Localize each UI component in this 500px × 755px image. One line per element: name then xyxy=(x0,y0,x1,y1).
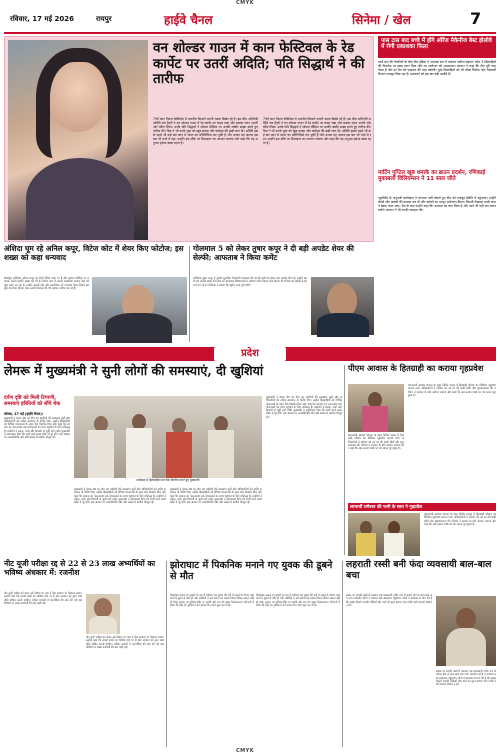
lead-body-col2: 79वें कान फिल्म फेस्टिवल में भारतीय सितारों अपनी चमक बिखेर रहे हैं। इस बीच अभिनेत्री अदिति राव हैदरी ने वन शोल्डर गाउन में रेड कार्पेट पर कदम रखा और सबका ध्यान अपनी ओर खींच लिया। उनके पति सिद्धार्थ ने सोशल मीडिया पर उनकी तस्वीर साझा करते हुए तारीफ की। फैंस ने भी उनके लुक को खूब सराहा और कमेंट्स की झड़ी लगा दी। अदिति इससे पहले भी कई बार कान में भारत का प्रतिनिधित्व कर चुकी हैं और उनका यह अंदाज इस बार भी चर्चा में रहा। उन्होंने इस मौके पर डिजाइनर का आभार जताया और कहा कि यह अनुभव हमेशा खास रहता है। xyxy=(263,117,373,145)
side-story-top xyxy=(378,36,496,168)
pm-story xyxy=(348,364,496,556)
section-banner xyxy=(4,347,496,361)
tushar-headline: गोलमाल 5 को लेकर तुषार कपूर ने दी बड़ी अपडेट शेयर की सेल्फी; आफताब ने किया कमेंट xyxy=(193,244,354,262)
rope-body-col2: सड़क पर लटकी रस्सी में फंसकर एक व्यवसायी गंभीर रूप से घायल होने से बाल-बाल बच गया। स्थानीय लोगों ने तत्काल उसे अस्पताल पहुंचाया। लोगों ने प्रशासन से मांग की है कि सड़क किनारे लटकी रस्सियों और तारों को तुरंत हटाया जाए ताकि ऐसी घटनाएं दोबारा न हों। xyxy=(436,669,497,687)
printer-mark-top: CMYK xyxy=(236,0,255,6)
cm-body-col1: मुख्यमंत्री ने लेमरू क्षेत्र का दौरा कर ग्रामीणों की समस्याएं सुनीं और अधिकारियों को त्वरित समाधान के निर्देश दिए। उन्होंने हितग्राहियों को विभिन्न योजनाओं के तहत चेक वितरित किए और कहा कि सरकार हर जरूरतमंद तक योजनाओं का लाभ पहुंचाने के लिए प्रतिबद्ध है। ग्रामीणों ने सड़क, पानी और बिजली से जुड़ी मांगें रखीं। मुख्यमंत्री ने आश्वासन दिया कि सभी कार्य समय सीमा में पूरे होंगे। इस अवसर पर जनप्रतिनिधि और बड़ी संख्या में ग्रामीण मौजूद रहे। xyxy=(4,415,71,440)
cm-body-col4: मुख्यमंत्री ने लेमरू क्षेत्र का दौरा कर ग्रामीणों की समस्याएं सुनीं और अधिकारियों को त्वरित समाधान के निर्देश दिए। उन्होंने हितग्राहियों को विभिन्न योजनाओं के तहत चेक वितरित किए और कहा कि सरकार हर जरूरतमंद तक योजनाओं का लाभ पहुंचाने के लिए प्रतिबद्ध है। ग्रामीणों ने सड़क, पानी और बिजली से जुड़ी मांगें रखीं। मुख्यमंत्री ने आश्वासन दिया कि सभी कार्य समय सीमा में पूरे होंगे। इस अवसर पर जनप्रतिनिधि और बड़ी संख्या में ग्रामीण मौजूद रहे। xyxy=(266,395,343,419)
neet-headline: नीट यूजी परीक्षा रद्द से 22 से 23 लाख अभ्यर्थियों का भविष्य अंधकार में: रजनीश xyxy=(4,559,156,577)
section-label: सिनेमा / खेल xyxy=(352,13,411,27)
neet-story xyxy=(4,560,164,748)
pm-body-col3: प्रधानमंत्री आवास योजना के तहत निर्मित मकान में हितग्राही परिवार का विधिवत गृहप्रवेश कराया गया। अधिकारियों ने परिवार को नए घर की चाबी सौंपी और शुभकामनाएं दीं। परिवार ने सरकार के प्रति आभार जताया और कहा कि अब उनका पक्के घर का सपना पूरा हुआ है। xyxy=(424,512,497,526)
anil-photo xyxy=(92,277,187,335)
page-number: 7 xyxy=(470,9,482,28)
neet-photo xyxy=(86,594,120,634)
neet-body-col1: नीट यूजी परीक्षा को लेकर उठे विवाद पर नेता ने केंद्र सरकार पर निशाना साधा। उन्होंने कहा कि लाखों छात्रों का भविष्य दांव पर है और सरकार को तुरंत स्पष्ट नीति घोषित करनी चाहिए। परीक्षा प्रणाली में पारदर्शिता की मांग की गई तथा दोषियों पर सख्त कार्रवाई की बात कही गई। xyxy=(4,591,83,605)
cm-headline: लेमरू में मुख्यमंत्री ने सुनी लोगों की समस्याएं, दी खुशियां xyxy=(4,363,264,378)
tushar-body: अभिनेता तुषार कपूर ने अपनी सुपरहिट फ्रेंचाइजी गोलमाल की अगली कड़ी को लेकर बड़ा अपडेट दिया है। उन्होंने सेट से एक सेल्फी साझा की जिस पर आफताब शिवदासानी ने मजेदार कमेंट किया। फैंस फिल्म की रिलीज का बेसब्री से इंतजार कर रहे हैं। निर्देशक ने बताया कि शूटिंग जल्द पूरी होगी। xyxy=(193,276,308,287)
rope-story xyxy=(346,560,496,748)
cm-byline: कोरबा, 17 मई (हाईवे चैनल)। xyxy=(4,411,44,416)
lead-photo xyxy=(8,40,148,240)
lead-headline: वन शोल्डर गाउन में कान फेस्टिवल के रेड कार्पेट पर उतरीं अदिति; पति सिद्धार्थ ने की तारीफ xyxy=(153,40,365,88)
picnic-headline: झोराघाट में पिकनिक मनाने गए युवक की डूबने से मौत xyxy=(170,560,333,583)
picnic-body-col1: पिकनिक मनाने गए युवकों के दल में शामिल एक युवक की नदी में नहाने के दौरान गहरे पानी में डूबने से मौत हो गई। साथियों ने उसे बचाने का प्रयास किया लेकिन सफल नहीं हो सके। सूचना पर पुलिस मौके पर पहुंची और शव को बाहर निकलवाया। परिजनों में शोक की लहर है। पुलिस ने मर्ग कायम कर जांच शुरू कर दी है। xyxy=(170,593,255,607)
neet-body-col2: नीट यूजी परीक्षा को लेकर उठे विवाद पर नेता ने केंद्र सरकार पर निशाना साधा। उन्होंने कहा कि लाखों छात्रों का भविष्य दांव पर है और सरकार को तुरंत स्पष्ट नीति घोषित करनी चाहिए। परीक्षा प्रणाली में पारदर्शिता की मांग की गई तथा दोषियों पर सख्त कार्रवाई की बात कही गई। xyxy=(86,635,165,649)
cm-subhead: दर्पण दृष्टि को मिली टिप्पणी, समस्याएं हरितियों को सौंपे चेक xyxy=(4,395,61,407)
masthead-date: रविवार, 17 मई 2026 xyxy=(10,15,74,23)
cm-photo xyxy=(74,396,262,478)
pm-body-col1: प्रधानमंत्री आवास योजना के तहत निर्मित मकान में हितग्राही परिवार का विधिवत गृहप्रवेश कराया गया। अधिकारियों ने परिवार को नए घर की चाबी सौंपी और शुभकामनाएं दीं। परिवार ने सरकार के प्रति आभार जताया और कहा कि अब उनका पक्के घर का सपना पूरा हुआ है। xyxy=(408,383,497,397)
side-story-bottom xyxy=(378,170,496,342)
anil-body: बॉलीवुड अभिनेता अनिल कपूर इन दिनों विदेश यात्रा पर हैं और सोशल मीडिया पर लगातार अपनी तस्वीरें साझा कर रहे हैं। विंटेज कोट में उनका स्टाइलिश अंदाज फैंस को खूब पसंद आ रहा है। उन्होंने अपनी टीम और स्टाइलिस्ट को धन्यवाद दिया जिसने इस लुक को तैयार किया। फैंस उनकी फिटनेस की भी जमकर तारीफ कर रहे हैं। xyxy=(4,276,90,290)
rope-body-col1: सड़क पर लटकी रस्सी में फंसकर एक व्यवसायी गंभीर रूप से घायल होने से बाल-बाल बच गया। स्थानीय लोगों ने तत्काल उसे अस्पताल पहुंचाया। लोगों ने प्रशासन से मांग की है कि सड़क किनारे लटकी रस्सियों और तारों को तुरंत हटाया जाए ताकि ऐसी घटनाएं दोबारा न हों। xyxy=(346,593,433,607)
cm-photo-caption: कार्यक्रम में हितग्राहियों को चेक वितरित करते हुए मुख्यमंत्री xyxy=(136,478,200,482)
pm-body-col2: प्रधानमंत्री आवास योजना के तहत निर्मित मकान में हितग्राही परिवार का विधिवत गृहप्रवेश कराया गया। अधिकारियों ने परिवार को नए घर की चाबी सौंपी और शुभकामनाएं दीं। परिवार ने सरकार के प्रति आभार जताया और कहा कि अब उनका पक्के घर का सपना पूरा हुआ है। xyxy=(348,433,404,451)
picnic-story xyxy=(170,560,340,748)
tushar-photo xyxy=(311,277,374,335)
rope-photo xyxy=(436,596,496,666)
lead-story xyxy=(4,36,374,242)
side-bottom-body: न्यूजीलैंड के अनुभवी बल्लेबाज ने शानदार पारी खेलते हुए टीम को मजबूत स्थिति में पहुंचाया। उन्होंने चौकों और छक्कों की बरसात कर दी और दर्शकों का भरपूर मनोरंजन किया। विपक्षी गेंदबाज उनके सामने बेबस नजर आए। मैच के बाद उन्होंने कहा कि अभ्यास का फल मिला है और आगे भी यही लय बनाए रखेंगे। कप्तान ने भी उनकी सराहना की। xyxy=(378,196,498,212)
lead-body-col1: 79वें कान फिल्म फेस्टिवल में भारतीय सितारों अपनी चमक बिखेर रहे हैं। इस बीच अभिनेत्री अदिति राव हैदरी ने वन शोल्डर गाउन में रेड कार्पेट पर कदम रखा और सबका ध्यान अपनी ओर खींच लिया। उनके पति सिद्धार्थ ने सोशल मीडिया पर उनकी तस्वीर साझा करते हुए तारीफ की। फैंस ने भी उनके लुक को खूब सराहा और कमेंट्स की झड़ी लगा दी। अदिति इससे पहले भी कई बार कान में भारत का प्रतिनिधित्व कर चुकी हैं और उनका यह अंदाज इस बार भी चर्चा में रहा। उन्होंने इस मौके पर डिजाइनर का आभार जताया और कहा कि यह अनुभव हमेशा खास रहता है। xyxy=(153,117,260,145)
side-bottom-headline: मार्टिन गुप्टिल खूब धमाके का ब्राउन प्रदर्शन, रणिकाई मुकाबलों विलियम्सन ने 11 साल जीते xyxy=(378,170,486,183)
pm-photo-2 xyxy=(348,513,420,556)
masthead xyxy=(4,7,496,34)
anil-headline: अंशिदा घूम रहे अनिल कपूर, विटेज कोट में शेयर किए फोटोज; इस शख्स को कहा धन्यवाद xyxy=(4,244,184,262)
pm-headline: पीएम आवास के हितग्राही का कराया गृहप्रवेश xyxy=(348,363,484,373)
side-top-body: वर्ल्ड कप की तैयारियों के बीच टीम इंडिया ने अभ्यास सत्र में जमकर पसीना बहाया। कोच ने खिलाड़ियों की फिटनेस पर खास ध्यान दिया और नए संयोजन को आजमाया। कप्तान ने कहा कि टीम पूरी तरह तैयार है और हर मैच को फाइनल की तरह खेलेगी। युवा खिलाड़ियों को भी मौका मिलेगा और गेंदबाजी विभाग मजबूत दिख रहा है। प्रशंसकों को इस बार बड़ी उम्मीदें हैं। xyxy=(378,60,498,76)
cm-body-col2: मुख्यमंत्री ने लेमरू क्षेत्र का दौरा कर ग्रामीणों की समस्याएं सुनीं और अधिकारियों को त्वरित समाधान के निर्देश दिए। उन्होंने हितग्राहियों को विभिन्न योजनाओं के तहत चेक वितरित किए और कहा कि सरकार हर जरूरतमंद तक योजनाओं का लाभ पहुंचाने के लिए प्रतिबद्ध है। ग्रामीणों ने सड़क, पानी और बिजली से जुड़ी मांगें रखीं। मुख्यमंत्री ने आश्वासन दिया कि सभी कार्य समय सीमा में पूरे होंगे। इस अवसर पर जनप्रतिनिधि और बड़ी संख्या में ग्रामीण मौजूद रहे। xyxy=(74,487,167,505)
masthead-city: रायपुर xyxy=(96,15,112,23)
cm-body-col3: मुख्यमंत्री ने लेमरू क्षेत्र का दौरा कर ग्रामीणों की समस्याएं सुनीं और अधिकारियों को त्वरित समाधान के निर्देश दिए। उन्होंने हितग्राहियों को विभिन्न योजनाओं के तहत चेक वितरित किए और कहा कि सरकार हर जरूरतमंद तक योजनाओं का लाभ पहुंचाने के लिए प्रतिबद्ध है। ग्रामीणों ने सड़क, पानी और बिजली से जुड़ी मांगें रखीं। मुख्यमंत्री ने आश्वासन दिया कि सभी कार्य समय सीमा में पूरे होंगे। इस अवसर पर जनप्रतिनिधि और बड़ी संख्या में ग्रामीण मौजूद रहे। xyxy=(170,487,263,505)
rope-headline: लहराती रस्सी बनी फंदा व्यवसायी बाल-बाल बचा xyxy=(346,559,492,581)
side-top-headline: पास टास बाद बच्चे में होंगे ऑरेंज मैकेनीज बेस्ट होलोवे में रोगी प्रकाशका फिला xyxy=(381,38,492,51)
tushar-story xyxy=(193,245,374,345)
pm-photo-1 xyxy=(348,384,404,432)
section-banner-label: प्रदेश xyxy=(214,347,286,361)
printer-mark-bottom: CMYK xyxy=(236,748,255,754)
picnic-body-col2: पिकनिक मनाने गए युवकों के दल में शामिल एक युवक की नदी में नहाने के दौरान गहरे पानी में डूबने से मौत हो गई। साथियों ने उसे बचाने का प्रयास किया लेकिन सफल नहीं हो सके। सूचना पर पुलिस मौके पर पहुंची और शव को बाहर निकलवाया। परिजनों में शोक की लहर है। पुलिस ने मर्ग कायम कर जांच शुरू कर दी है। xyxy=(256,593,341,607)
cm-story xyxy=(4,364,342,556)
pm-subhead: लाभार्थी रामेश्वर की पत्नी के साथ ने गृहप्रवेश xyxy=(350,505,423,510)
anil-story xyxy=(4,245,187,345)
brand-logo: हाईवे चैनल xyxy=(164,13,213,27)
